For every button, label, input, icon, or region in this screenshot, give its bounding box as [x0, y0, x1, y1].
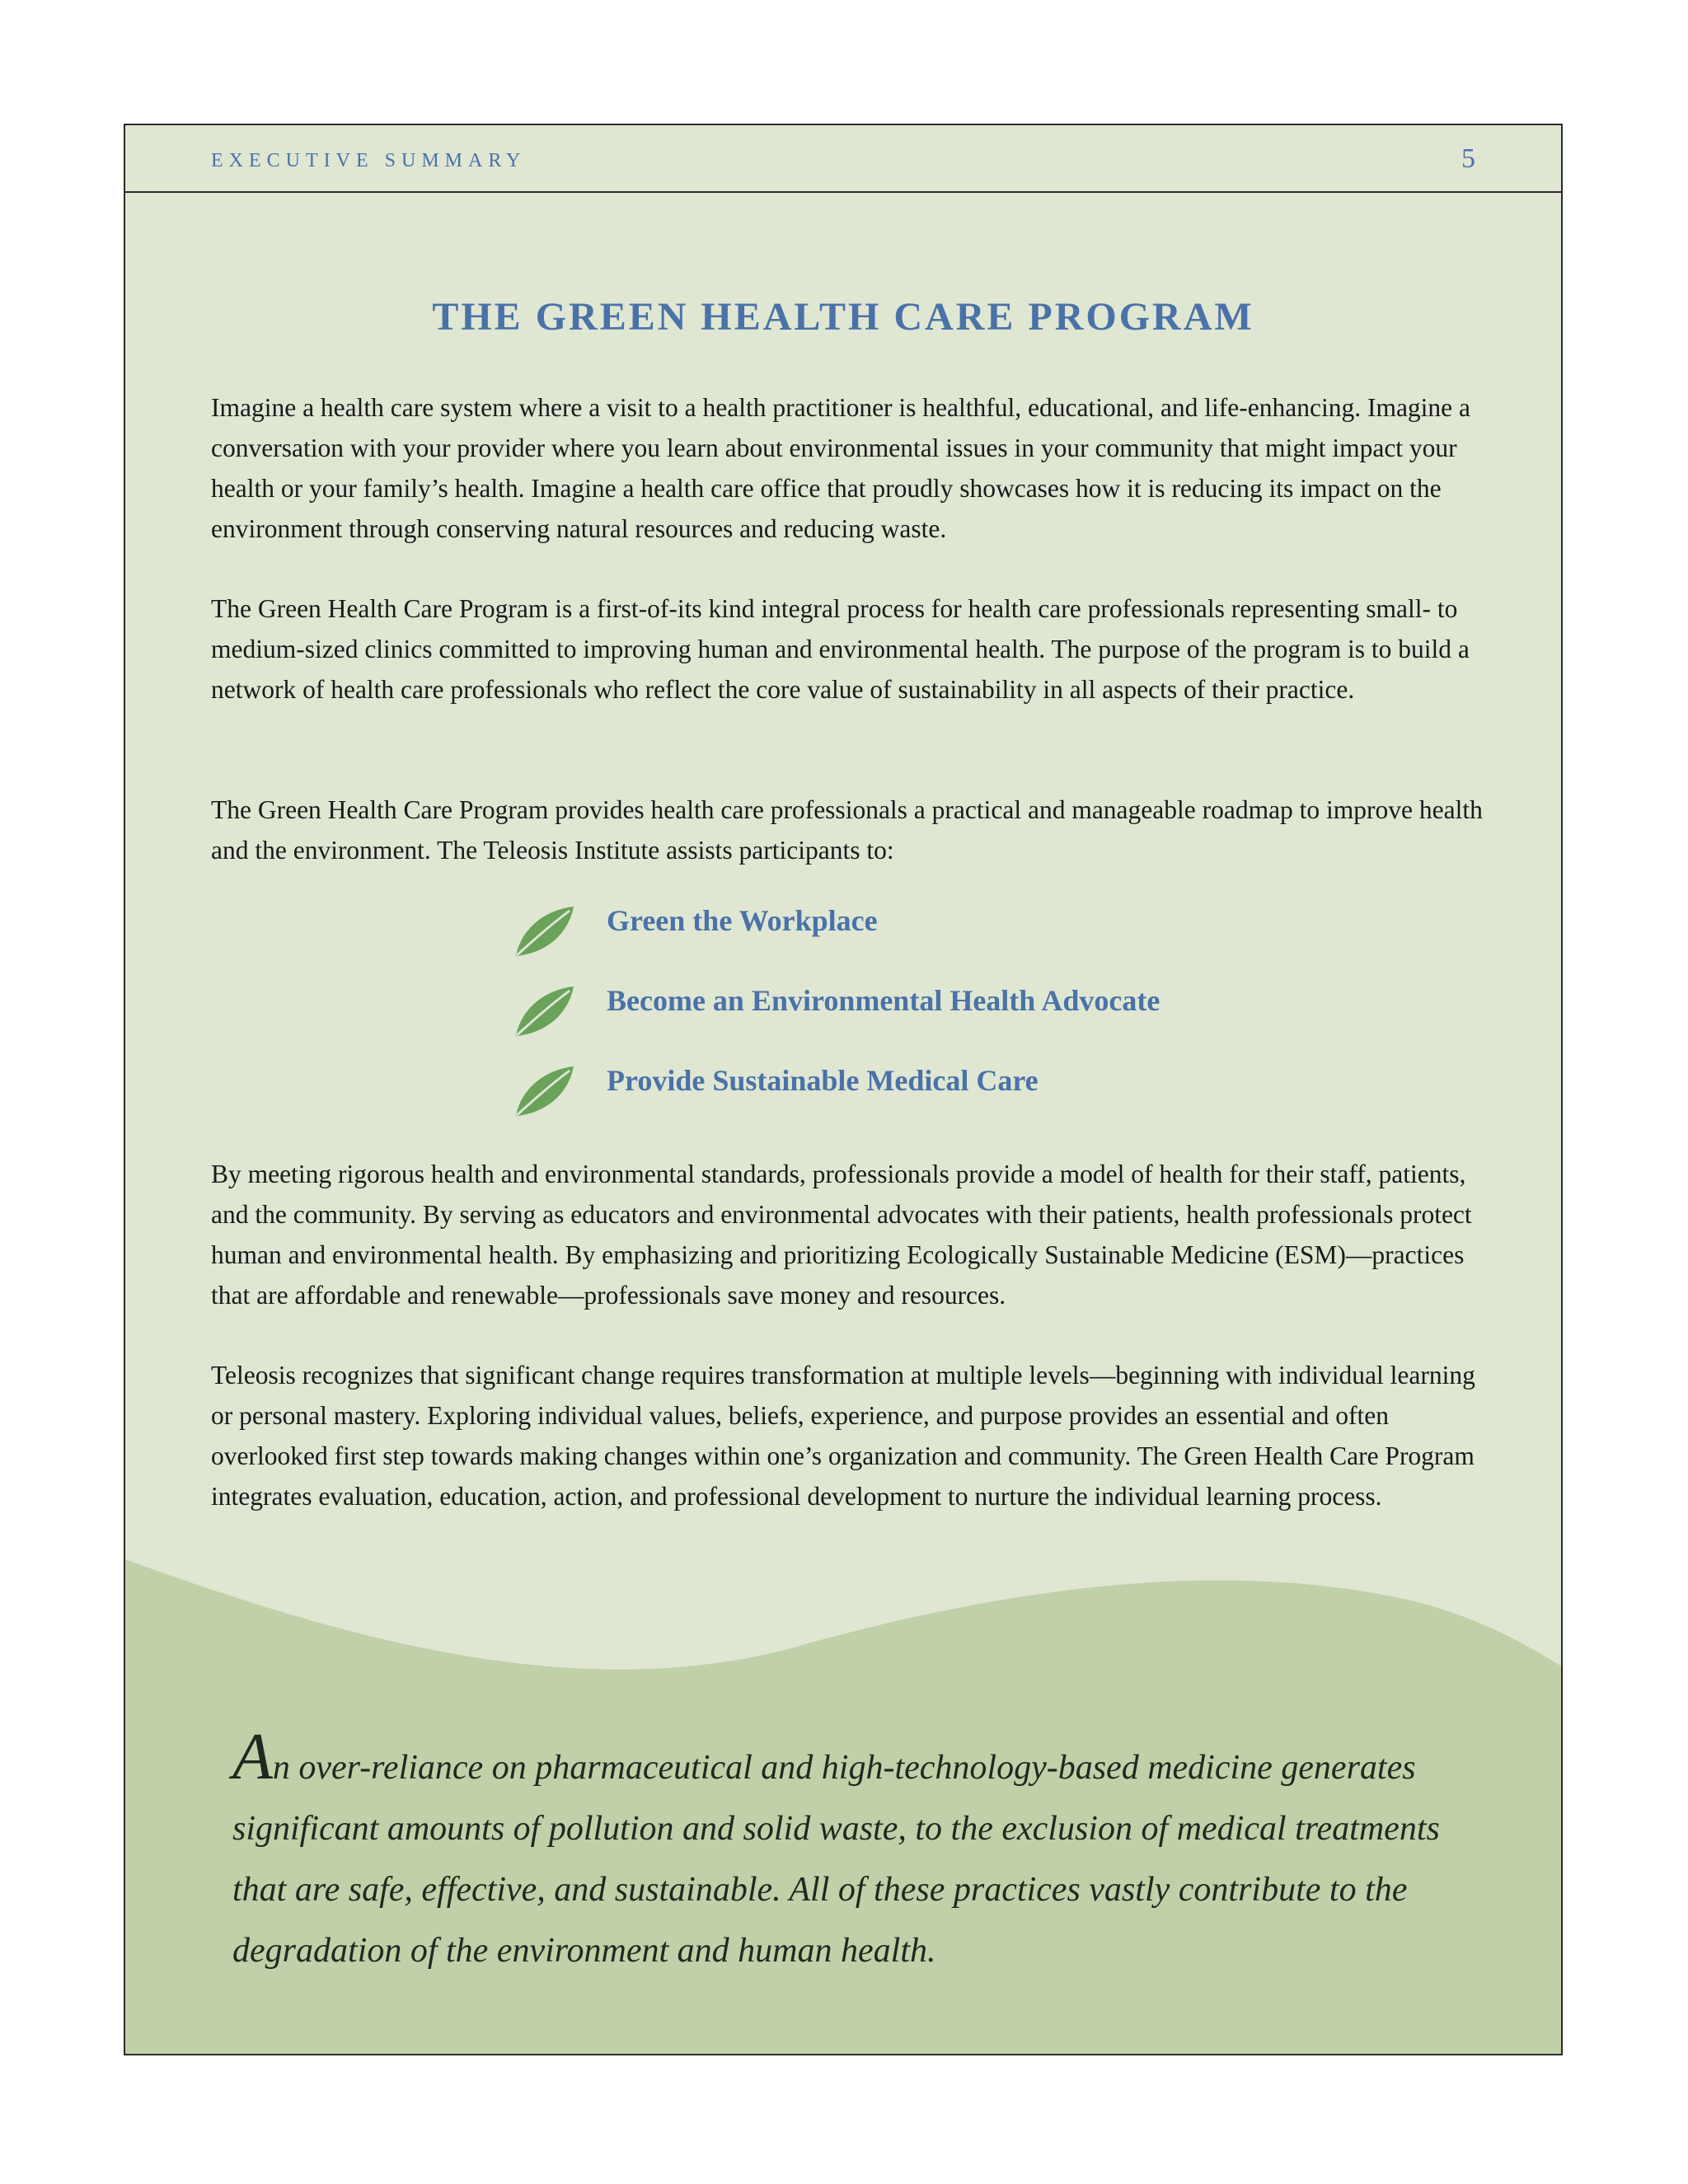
drop-cap: A — [232, 1721, 273, 1793]
list-item — [513, 1060, 1337, 1140]
paragraph-intro: Imagine a health care system where a visit to a health practitioner is healthful, educational, and life-enhancing. Imagine a conversation with your provider where you learn about environmental issues in your community that might impact your health or your family’s health. Imagine a health care office that proudly showcases how it is reducing its impact on the environment through conserving natural resources and reducing waste. — [211, 393, 1471, 543]
paragraph-roadmap: The Green Health Care Program provides health care professionals a practical and manageable roadmap to improve health and the environment. The Teleosis Institute assists participants to: — [211, 795, 1483, 865]
paragraph-program-description: The Green Health Care Program is a first-of-its kind integral process for health care professionals representing small- to medium-sized clinics committed to improving human and environmental health. The purpose of the program is to build a network of health care professionals who reflect the core value of sustainability in all aspects of their practice. — [211, 594, 1470, 704]
list-item — [513, 900, 1337, 980]
page-number: 5 — [1461, 143, 1475, 174]
list-item — [513, 980, 1337, 1060]
page-frame — [124, 124, 1563, 2055]
running-head: EXECUTIVE SUMMARY — [211, 150, 527, 171]
leaf-icon — [513, 985, 577, 1039]
leaf-icon — [513, 1065, 577, 1119]
goal-list — [513, 900, 1337, 1140]
paragraph-standards: By meeting rigorous health and environmental standards, professionals provide a model of health for their staff, patients, and the community. By serving as educators and environmental advocates with their patients, health professionals protect human and environmental health. By emphasizing and prioritizing Ecologically Sustainable Medicine (ESM)—practices that are affordable and renewable—professionals save money and resources. — [211, 1160, 1472, 1310]
paragraph-transformation: Teleosis recognizes that significant change requires transformation at multiple levels—beginning with individual learning or personal mastery. Exploring individual values, beliefs, experience, and purpose provides an essential and often overlooked first step towards making changes within one’s organization and community. The Green Health Care Program integrates evaluation, education, action, and professional development to nurture the individual learning process. — [211, 1361, 1475, 1511]
running-header — [125, 125, 1561, 193]
list-item-label: Green the Workplace — [607, 904, 878, 937]
page-title: THE GREEN HEALTH CARE PROGRAM — [432, 295, 1254, 339]
list-item-label: Become an Environmental Health Advocate — [607, 984, 1160, 1017]
pull-quote — [232, 1721, 1485, 1981]
pull-quote-text: n over-reliance on pharmaceutical and high-technology-based medicine generates significant amounts of pollution and solid waste, to the exclusion of medical treatments that are safe, effective, and sustainable. All of these practices vastly contribute to the degradation of the environment and human health. — [232, 1749, 1440, 1970]
leaf-icon — [513, 905, 577, 959]
list-item-label: Provide Sustainable Medical Care — [607, 1064, 1039, 1097]
